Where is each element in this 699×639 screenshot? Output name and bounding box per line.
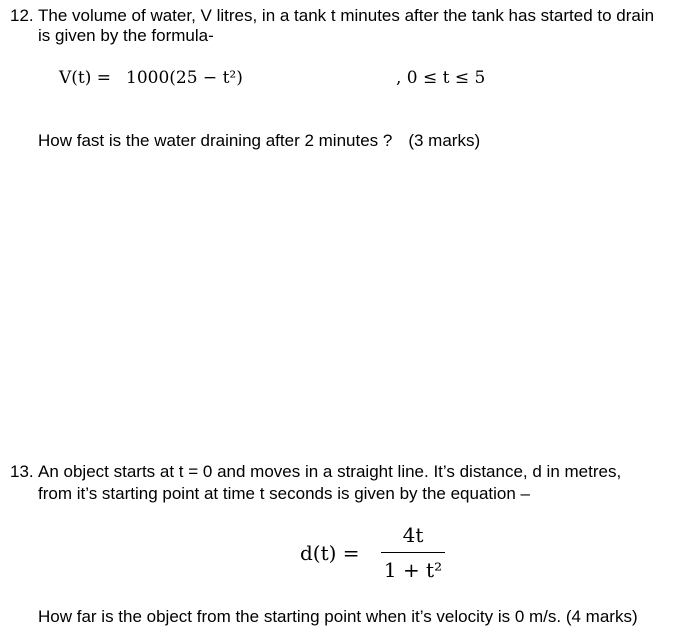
question-13-denominator: 1 + t² — [383, 558, 443, 582]
question-13-formula-lhs: d(t) = — [300, 541, 360, 565]
fraction-bar — [381, 552, 445, 553]
question-13-question: How far is the object from the starting point when it’s velocity is 0 m/s. (4 marks) — [38, 607, 638, 626]
question-12-formula-lhs: V(t) = — [59, 68, 112, 88]
question-13-number: 13. — [10, 462, 34, 481]
question-13-line-2: from it’s starting point at time t seconds is given by the equation – — [38, 484, 531, 503]
question-13-numerator: 4t — [402, 523, 424, 547]
question-13-fraction — [381, 523, 445, 582]
question-12-marks: (3 marks) — [408, 131, 481, 150]
question-12-number: 12. — [10, 6, 34, 25]
question-12-formula-rhs: 1000(25 − t²) — [126, 68, 243, 88]
question-12-line-1: The volume of water, V litres, in a tank t minutes after the tank has started to drain — [38, 6, 655, 25]
question-13-line-1: An object starts at t = 0 and moves in a straight line. It’s distance, d in metres, — [38, 462, 622, 481]
question-12-formula-domain: , 0 ≤ t ≤ 5 — [396, 68, 486, 88]
question-12-prompt — [38, 131, 480, 151]
question-12-question: How fast is the water draining after 2 minutes ? — [38, 131, 393, 150]
question-12-line-2: is given by the formula- — [38, 26, 214, 45]
